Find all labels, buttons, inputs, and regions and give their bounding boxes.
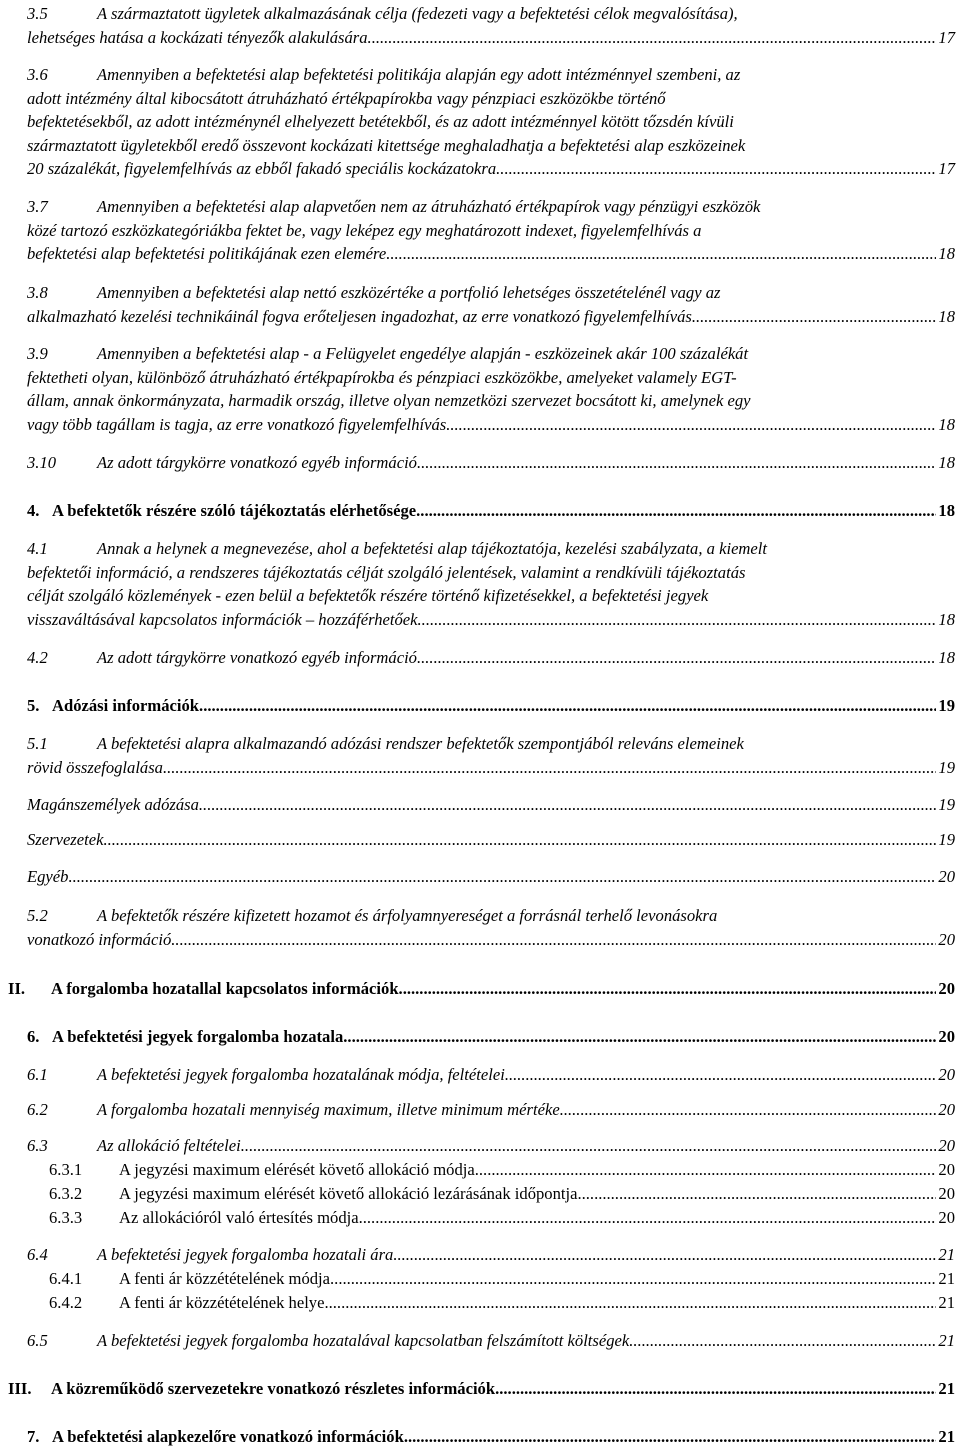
toc-entry-last-line [27, 1063, 955, 1087]
toc-entry-line [27, 63, 955, 87]
toc-entry-6-4-1[interactable] [49, 1267, 955, 1291]
toc-entry-egyeb[interactable] [27, 865, 955, 889]
toc-entry-6-4[interactable] [27, 1243, 955, 1267]
toc-entry-text: A befektetési alapkezelőre vonatkozó információk [52, 1427, 404, 1446]
toc-entry-number: 6.1 [27, 1065, 48, 1084]
toc-entry-last-line [27, 928, 955, 952]
toc-entry-number: 3.7 [27, 197, 48, 216]
toc-entry-last-line [27, 694, 955, 718]
dot-leader [417, 451, 936, 471]
dot-leader [417, 646, 936, 666]
toc-entry-last-line [27, 1098, 955, 1122]
toc-page-number: 20 [938, 867, 955, 886]
toc-entry-number: 4.1 [27, 539, 48, 558]
dot-leader [404, 1425, 937, 1445]
toc-page-number: 19 [938, 757, 955, 777]
toc-entry-text: A befektetési jegyek forgalomba hozatalával kapcsolatban felszámított költségek [97, 1331, 630, 1350]
dot-leader [241, 1134, 937, 1154]
toc-entry-text: Amennyiben a befektetési alap befektetési politikája alapján egy adott intézménnyel szembeni, az [97, 65, 741, 84]
toc-entry-last-line [27, 1134, 955, 1158]
toc-entry-last-line [27, 865, 955, 889]
toc-entry-text: A jegyzési maximum elérését követő allokáció lezárásának időpontja [119, 1184, 578, 1203]
toc-entry-last-line [8, 1377, 955, 1401]
toc-page-number: 19 [938, 696, 955, 715]
dot-leader [418, 608, 937, 628]
toc-entry-last-line [27, 1329, 955, 1353]
toc-entry-text: alkalmazható kezelési technikáinál fogva erőteljesen ingadozhat, az erre vonatkozó figyelemfelhívás [27, 306, 692, 326]
toc-entry-text: A forgalomba hozatallal kapcsolatos információk [51, 979, 399, 998]
toc-entry-number: 5. [27, 696, 40, 715]
toc-entry-text: befektetési alap befektetési politikájának ezen elemére [27, 244, 387, 263]
toc-entry-text: Az adott tárgykörre vonatkozó egyéb információ [97, 648, 417, 667]
toc-entry-line [27, 561, 955, 585]
toc-entry-3-6[interactable] [27, 63, 955, 181]
toc-entry-last-line [27, 499, 955, 523]
toc-entry-text: befektetői információ, a rendszeres tájékoztatás célját szolgáló jelentések, valamint a rendkívüli tájékoztatás [27, 562, 746, 582]
toc-entry-number: 6.3.3 [49, 1208, 83, 1227]
dot-leader [577, 1182, 936, 1202]
toc-page-number: 17 [938, 159, 955, 178]
toc-entry-6-4-2[interactable] [49, 1291, 955, 1315]
toc-page-number: 20 [938, 1136, 955, 1155]
toc-entry-text: célját szolgáló közlemények - ezen belül a befektetők részére történő kifizetésekkel, a befektetési jegyek [27, 586, 709, 605]
toc-entry-last-line [27, 793, 955, 817]
toc-entry-4-2[interactable] [27, 646, 955, 670]
toc-page-number: 19 [938, 830, 955, 849]
toc-entry-6-5[interactable] [27, 1329, 955, 1353]
toc-page-number: 21 [938, 1427, 955, 1446]
toc-entry-last-line [27, 157, 955, 181]
toc-entry-number: 5.2 [27, 906, 48, 925]
toc-page-number: 20 [938, 1160, 955, 1179]
toc-entry-last-line [49, 1206, 955, 1230]
toc-page-number: 20 [938, 1100, 955, 1119]
toc-entry-7[interactable] [27, 1425, 955, 1449]
toc-entry-6-2[interactable] [27, 1098, 955, 1122]
toc-entry-number: III. [8, 1379, 32, 1398]
toc-entry-5-2[interactable] [27, 904, 955, 951]
toc-entry-ii[interactable] [8, 977, 955, 1001]
toc-page-number: 18 [938, 648, 955, 667]
toc-page-number: 18 [938, 501, 955, 520]
toc-entry-text: 20 százalékát, figyelemfelhívás az ebből fakadó speciális kockázatokra [27, 159, 497, 178]
toc-entry-number: 3.5 [27, 4, 48, 23]
toc-entry-3-5[interactable] [27, 2, 955, 49]
toc-entry-number: 6.2 [27, 1100, 48, 1119]
toc-entry-text: Szervezetek [27, 830, 104, 849]
toc-entry-text: Annak a helynek a megnevezése, ahol a befektetési alap tájékoztatója, kezelési szabályzata, a kiemelt [97, 539, 767, 558]
toc-entry-text: Magánszemélyek adózása [27, 795, 199, 814]
toc-entry-line [27, 219, 955, 243]
toc-entry-text: rövid összefoglalása [27, 757, 163, 777]
toc-entry-line [27, 87, 955, 111]
toc-entry-line [27, 389, 955, 413]
toc-entry-line [27, 732, 955, 756]
toc-page-number: 18 [938, 244, 955, 263]
toc-entry-text: A forgalomba hozatali mennyiség maximum, illetve minimum mértéke [97, 1100, 560, 1119]
toc-entry-szervezetek[interactable] [27, 828, 955, 852]
toc-entry-text: vagy több tagállam is tagja, az erre vonatkozó figyelemfelhívás [27, 414, 447, 434]
toc-entry-line [27, 366, 955, 390]
toc-entry-last-line [49, 1158, 955, 1182]
toc-page-number: 19 [938, 795, 955, 814]
toc-entry-text: befektetésekből, az adott intézménynél elhelyezett betétekből, és az adott intézménnyel kötött tőzsdén kívüli [27, 112, 734, 131]
dot-leader [475, 1158, 937, 1178]
toc-entry-text: A befektetési alapra alkalmazandó adózási rendszer befektetők szempontjából releváns elemeinek [97, 734, 744, 753]
toc-entry-line [27, 342, 955, 366]
toc-page-number: 18 [938, 414, 955, 434]
toc-entry-6-1[interactable] [27, 1063, 955, 1087]
toc-entry-3-9[interactable] [27, 342, 955, 436]
dot-leader [343, 1025, 936, 1045]
toc-entry-last-line [27, 305, 955, 329]
toc-entry-3-10[interactable] [27, 451, 955, 475]
toc-entry-last-line [27, 413, 955, 437]
dot-leader [560, 1098, 937, 1118]
toc-entry-last-line [49, 1182, 955, 1206]
dot-leader [393, 1243, 936, 1263]
toc-entry-text: származtatott ügyletekből eredő összevont kockázati kitettsége meghaladhatja a befektetési alap eszközeinek [27, 135, 746, 155]
dot-leader [386, 242, 936, 262]
toc-entry-number: 6.4.2 [49, 1293, 83, 1312]
dot-leader [199, 694, 936, 714]
toc-entry-line [27, 904, 955, 928]
dot-leader [496, 157, 936, 177]
toc-page-number: 20 [938, 1184, 955, 1203]
toc-entry-last-line [27, 828, 955, 852]
toc-entry-text: A fenti ár közzétételének helye [119, 1293, 325, 1312]
toc-entry-number: 3.10 [27, 453, 57, 472]
dot-leader [446, 413, 936, 433]
dot-leader [163, 756, 936, 776]
toc-entry-last-line [27, 1025, 955, 1049]
toc-entry-last-line [27, 646, 955, 670]
toc-entry-text: lehetséges hatása a kockázati tényezők alakulására. [27, 27, 372, 47]
toc-page-number: 20 [938, 1027, 955, 1046]
dot-leader [330, 1267, 936, 1287]
toc-entry-text: Az adott tárgykörre vonatkozó egyéb információ [97, 453, 417, 472]
toc-entry-text: Amennyiben a befektetési alap alapvetően nem az átruházható értékpapírok vagy pénzügyi eszközök [97, 197, 761, 216]
toc-entry-line [27, 134, 955, 158]
toc-entry-last-line [27, 242, 955, 266]
toc-entry-number: 4. [27, 501, 40, 520]
toc-entry-3-7[interactable] [27, 195, 955, 266]
dot-leader [495, 1377, 936, 1397]
toc-entry-6-3-3[interactable] [49, 1206, 955, 1230]
toc-entry-5-1[interactable] [27, 732, 955, 779]
toc-page-number: 20 [938, 1208, 955, 1227]
toc-entry-text: A jegyzési maximum elérését követő allokáció módja [119, 1160, 475, 1179]
toc-entry-last-line [27, 608, 955, 632]
toc-entry-text: Amennyiben a befektetési alap - a Felügyelet engedélye alapján - eszközeinek akár 100 százalékát [97, 344, 749, 363]
toc-entry-number: 3.9 [27, 344, 48, 363]
toc-entry-4[interactable] [27, 499, 955, 523]
toc-page-number: 18 [938, 609, 955, 629]
toc-entry-last-line [27, 26, 955, 50]
toc-entry-number: 4.2 [27, 648, 48, 667]
toc-entry-text: A befektetési jegyek forgalomba hozatalának módja, feltételei [97, 1065, 505, 1084]
dot-leader [359, 1206, 937, 1226]
toc-entry-last-line [27, 1425, 955, 1449]
toc-entry-6-3[interactable] [27, 1134, 955, 1158]
toc-entry-5[interactable] [27, 694, 955, 718]
toc-entry-line [27, 2, 955, 26]
toc-page-number: 21 [938, 1379, 955, 1398]
toc-entry-text: adott intézmény által kibocsátott átruházható értékpapírokba vagy pénzpiaci eszközökbe történő [27, 88, 666, 108]
dot-leader [629, 1329, 936, 1349]
toc-entry-number: 3.8 [27, 283, 48, 302]
dot-leader [68, 865, 936, 885]
toc-entry-text: A közreműködő szervezetekre vonatkozó részletes információk [51, 1379, 496, 1398]
dot-leader [399, 977, 937, 997]
toc-entry-number: 5.1 [27, 734, 48, 753]
toc-entry-line [27, 584, 955, 608]
toc-entry-iii[interactable] [8, 1377, 955, 1401]
toc-page-number: 18 [938, 453, 955, 472]
dot-leader [103, 828, 936, 848]
toc-page-number: 21 [938, 1269, 955, 1288]
toc-entry-6[interactable] [27, 1025, 955, 1049]
toc-entry-text: Amennyiben a befektetési alap nettó eszközértéke a portfolió lehetséges összetételénél vagy az [97, 283, 721, 302]
toc-page-number: 18 [938, 306, 955, 326]
toc-entry-last-line [27, 1243, 955, 1267]
toc-entry-last-line [27, 451, 955, 475]
toc-entry-3-8[interactable] [27, 281, 955, 328]
dot-leader [505, 1063, 937, 1083]
toc-entry-number: 6. [27, 1027, 40, 1046]
toc-entry-text: Az allokációról való értesítés módja [119, 1208, 359, 1227]
toc-entry-number: 6.5 [27, 1331, 48, 1350]
dot-leader [416, 499, 936, 519]
toc-entry-last-line [49, 1267, 955, 1291]
dot-leader [171, 928, 936, 948]
toc-page-number: 21 [938, 1245, 955, 1264]
toc-entry-maganszemelyek-adozasa[interactable] [27, 793, 955, 817]
toc-entry-text: A származtatott ügyletek alkalmazásának célja (fedezeti vagy a befektetési célok megvalósítása), [97, 4, 738, 23]
toc-entry-text: A befektetési jegyek forgalomba hozatala [52, 1027, 344, 1046]
toc-entry-number: 6.3.2 [49, 1184, 83, 1203]
toc-entry-text: A befektetési jegyek forgalomba hozatali ára [97, 1245, 394, 1264]
toc-page-number: 21 [938, 1331, 955, 1350]
toc-entry-text: Az allokáció feltételei [97, 1136, 241, 1155]
toc-entry-number: 6.4.1 [49, 1269, 83, 1288]
toc-entry-text: vonatkozó információ [27, 929, 172, 949]
dot-leader [199, 793, 937, 813]
toc-entry-number: 3.6 [27, 65, 48, 84]
toc-page-number: 21 [938, 1293, 955, 1312]
toc-page-number: 20 [938, 979, 955, 998]
toc-entry-text: közé tartozó eszközkategóriákba fektet be, vagy leképez egy meghatározott indexet, figyelemfelhívás a [27, 220, 702, 240]
toc-entry-last-line [27, 756, 955, 780]
dot-leader [692, 305, 937, 325]
dot-leader [324, 1291, 936, 1311]
toc-entry-6-3-2[interactable] [49, 1182, 955, 1206]
toc-entry-number: 7. [27, 1427, 40, 1446]
toc-entry-line [27, 537, 955, 561]
toc-entry-text: visszaváltásával kapcsolatos információk – hozzáférhetőek [27, 609, 418, 629]
toc-entry-number: 6.3 [27, 1136, 48, 1155]
toc-entry-text: Adózási információk [52, 696, 200, 715]
toc-page-number: 17 [938, 27, 955, 47]
toc-entry-number: 6.4 [27, 1245, 48, 1264]
toc-entry-last-line [8, 977, 955, 1001]
toc-entry-number: 6.3.1 [49, 1160, 83, 1179]
toc-page-number: 20 [938, 929, 955, 949]
toc-entry-text: Egyéb [27, 867, 69, 886]
toc-entry-text: állam, annak önkormányzata, harmadik ország, illetve olyan nemzetközi szervezet bocsátott ki, amelynek egy [27, 391, 751, 410]
toc-entry-text: fektetheti olyan, különböző átruházható értékpapírokba és pénzpiaci eszközökbe, amelyeket valamely EGT- [27, 367, 737, 387]
toc-entry-text: A befektetők részére szóló tájékoztatás elérhetősége [52, 501, 417, 520]
toc-entry-text: A befektetők részére kifizetett hozamot és árfolyamnyereséget a forrásnál terhelő levonásokra [97, 906, 718, 925]
toc-entry-line [27, 195, 955, 219]
toc-page-number: 20 [938, 1065, 955, 1084]
toc-entry-number: II. [8, 979, 26, 998]
toc-entry-6-3-1[interactable] [49, 1158, 955, 1182]
toc-entry-text: A fenti ár közzétételének módja [119, 1269, 331, 1288]
dot-leader [372, 26, 937, 46]
toc-entry-line [27, 281, 955, 305]
toc-entry-4-1[interactable] [27, 537, 955, 631]
toc-entry-last-line [49, 1291, 955, 1315]
toc-entry-line [27, 110, 955, 134]
